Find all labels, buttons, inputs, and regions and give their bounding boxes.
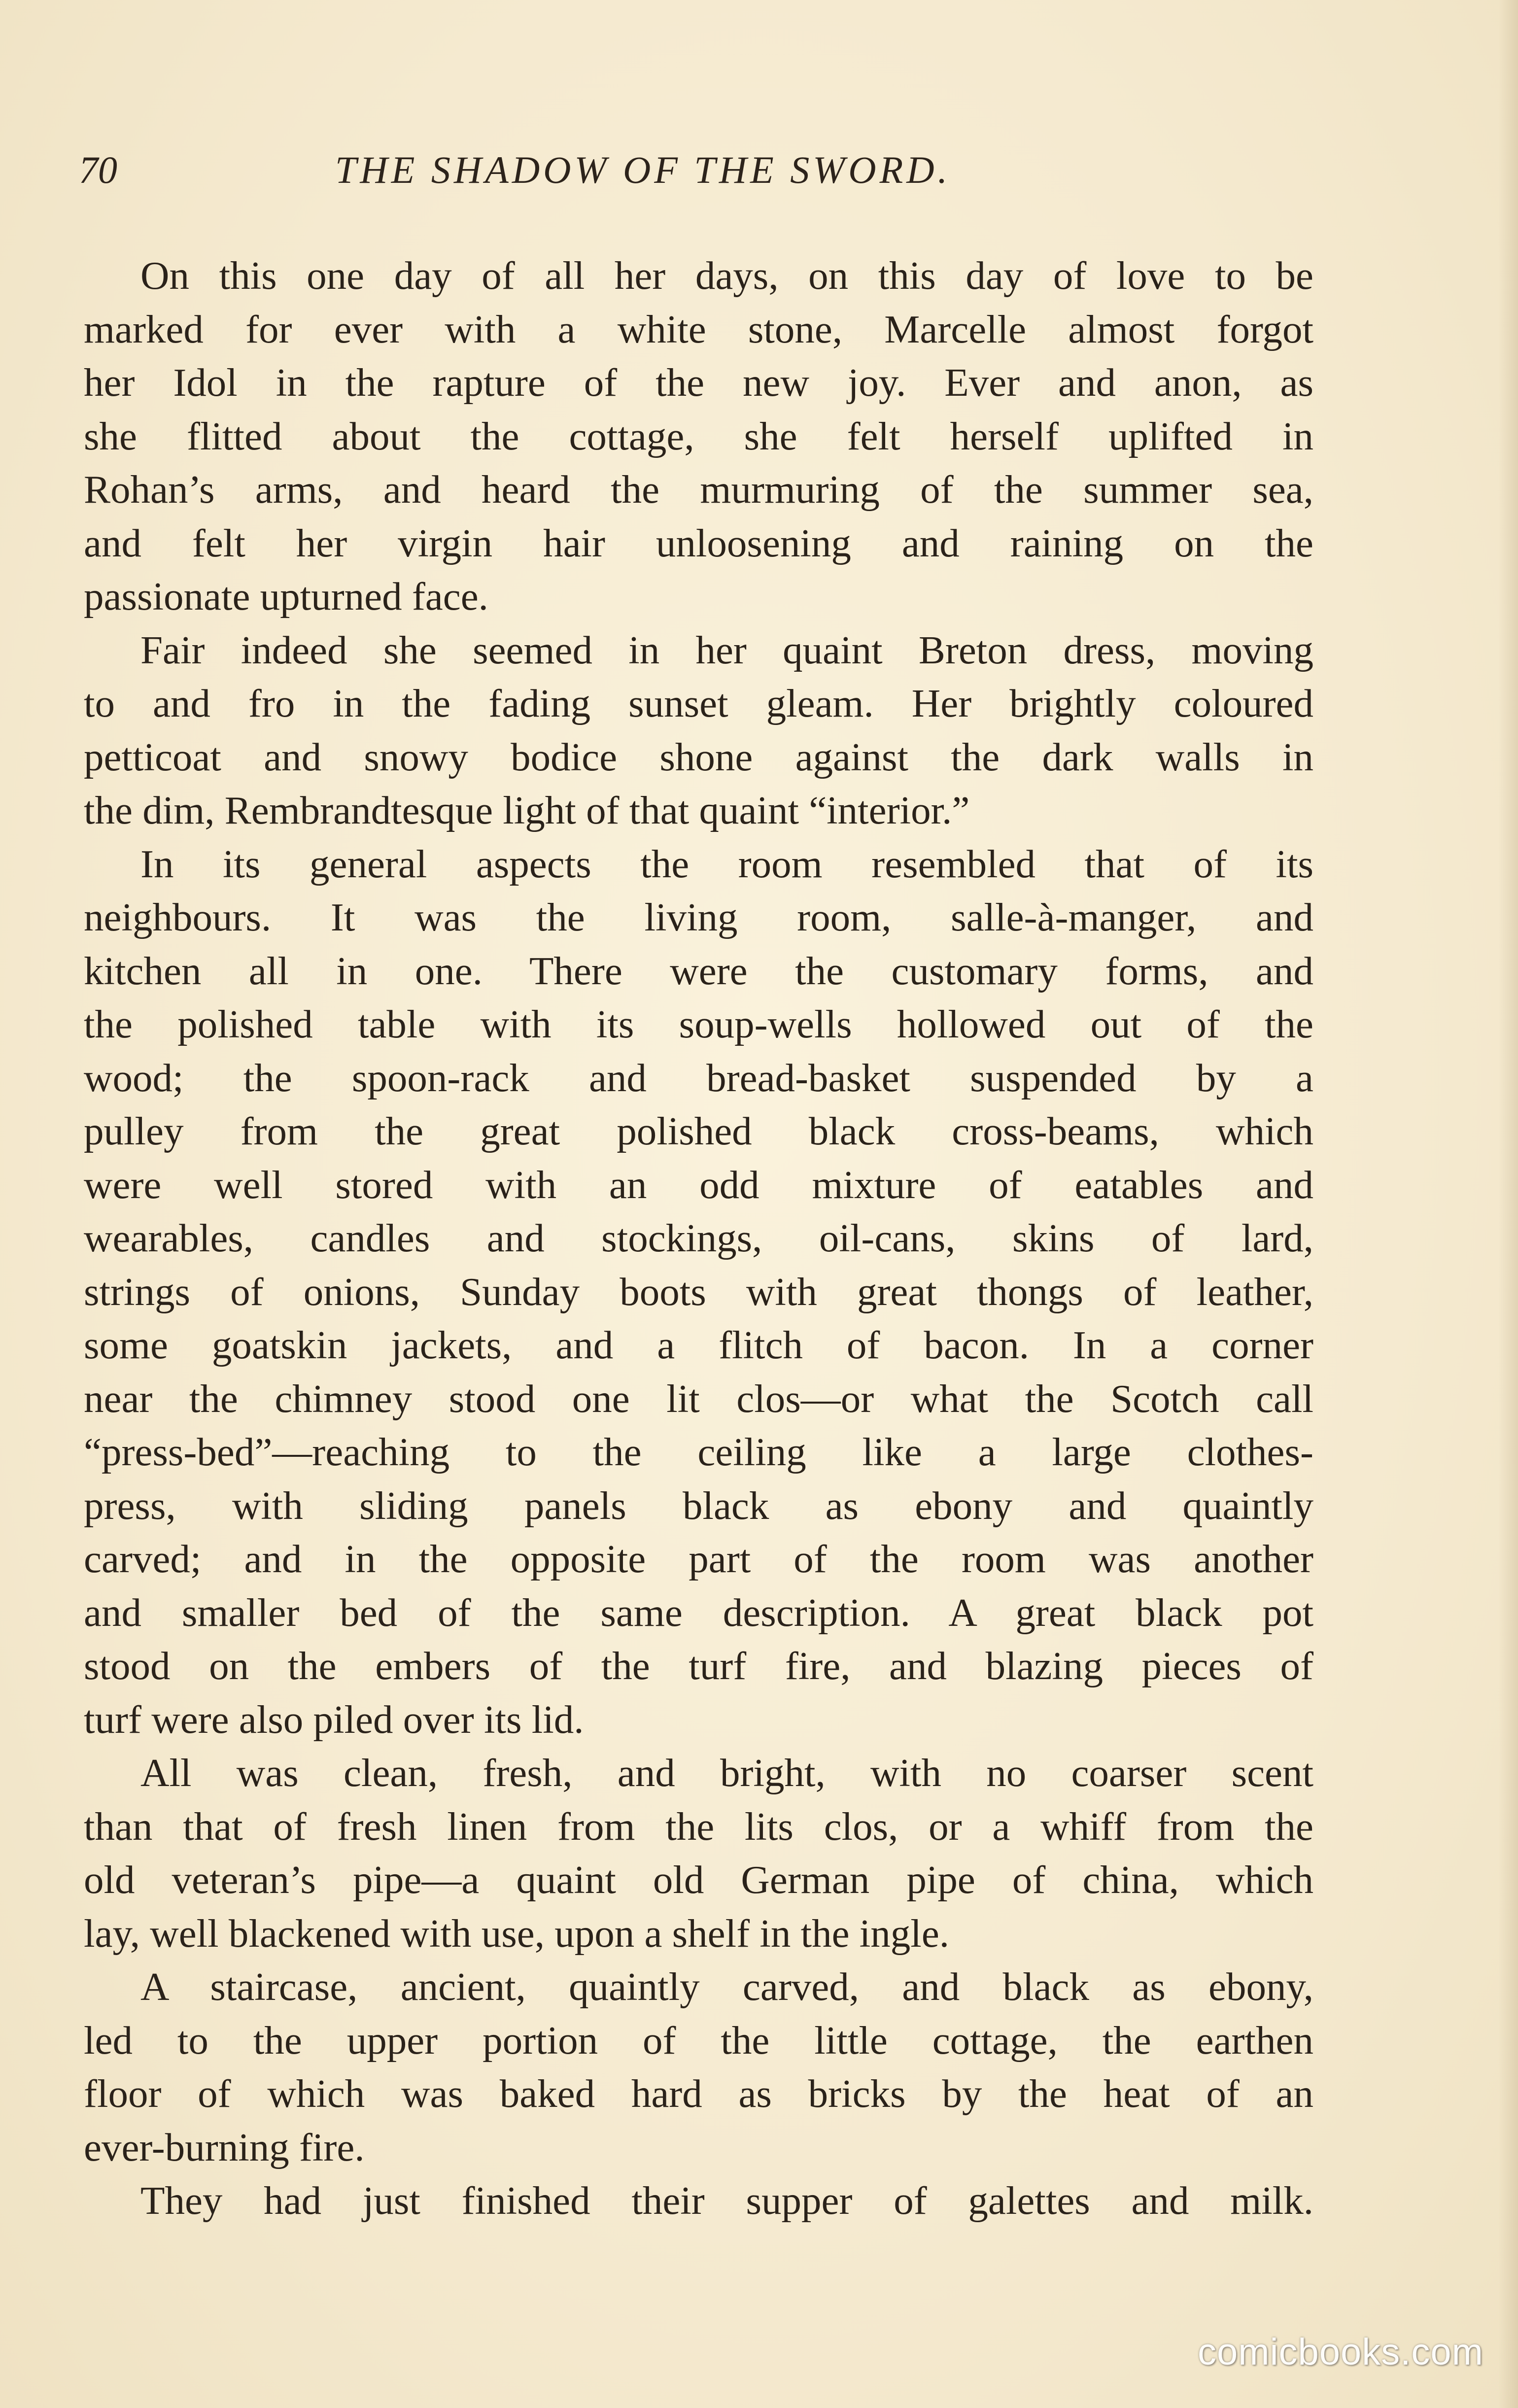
text-line: A staircase, ancient, quaintly carved, and black as ebony, xyxy=(140,1964,1313,2009)
text-line: press, with sliding panels black as ebony and quaintly xyxy=(84,1483,1313,1528)
text-line: the dim, Rembrandtesque light of that quaint “interior.” xyxy=(84,788,970,832)
text-line: neighbours. It was the living room, salle-à-manger, and xyxy=(84,895,1313,939)
page-number: 70 xyxy=(79,148,117,191)
text-line: stood on the embers of the turf fire, and blazing pieces of xyxy=(84,1644,1313,1688)
text-line: near the chimney stood one lit clos—or what the Scotch call xyxy=(84,1376,1313,1421)
text-line: the polished table with its soup-wells hollowed out of the xyxy=(84,1002,1313,1046)
text-line: carved; and in the opposite part of the room was another xyxy=(84,1537,1313,1581)
text-line: floor of which was baked hard as bricks by the heat of an xyxy=(84,2071,1313,2116)
text-line: All was clean, fresh, and bright, with no coarser scent xyxy=(140,1751,1313,1795)
text-line: lay, well blackened with use, upon a shelf in the ingle. xyxy=(84,1911,950,1956)
text-line: were well stored with an odd mixture of eatables and xyxy=(84,1162,1313,1207)
text-line: pulley from the great polished black cross-beams, which xyxy=(84,1109,1313,1153)
text-line: to and fro in the fading sunset gleam. Her brightly coloured xyxy=(84,681,1313,725)
text-line: than that of fresh linen from the lits clos, or a whiff from the xyxy=(84,1804,1313,1849)
running-title: THE SHADOW OF THE SWORD. xyxy=(335,148,951,191)
text-line: ever-burning fire. xyxy=(84,2125,365,2169)
text-line: she flitted about the cottage, she felt herself uplifted in xyxy=(84,413,1313,458)
text-line: They had just finished their supper of galettes and milk. xyxy=(140,2178,1313,2223)
page-header xyxy=(79,148,1311,197)
text-line: In its general aspects the room resembled that of its xyxy=(140,841,1313,886)
body-text xyxy=(84,249,1313,2228)
text-line: and felt her virgin hair unloosening and raining on the xyxy=(84,520,1313,565)
text-line: wood; the spoon-rack and bread-basket suspended by a xyxy=(84,1055,1313,1100)
watermark: comicbooks.com xyxy=(1198,2331,1484,2373)
text-line: wearables, candles and stockings, oil-cans, skins of lard, xyxy=(84,1216,1313,1260)
text-line: kitchen all in one. There were the customary forms, and xyxy=(84,948,1313,993)
text-line: Fair indeed she seemed in her quaint Breton dress, moving xyxy=(140,627,1313,672)
text-line: On this one day of all her days, on this day of love to be xyxy=(140,253,1313,298)
text-line: old veteran’s pipe—a quaint old German pipe of china, which xyxy=(84,1858,1313,1902)
text-line: passionate upturned face. xyxy=(84,574,488,619)
text-line: petticoat and snowy bodice shone against the dark walls in xyxy=(84,734,1313,779)
text-line: turf were also piled over its lid. xyxy=(84,1697,584,1742)
text-line: led to the upper portion of the little cottage, the earthen xyxy=(84,2018,1313,2063)
text-line: strings of onions, Sunday boots with great thongs of leather, xyxy=(84,1269,1313,1314)
text-line: “press-bed”—reaching to the ceiling like a large clothes- xyxy=(84,1430,1313,1474)
page-edge-shadow xyxy=(1498,0,1518,2408)
text-line: some goatskin jackets, and a flitch of bacon. In a corner xyxy=(84,1323,1313,1367)
text-line: and smaller bed of the same description. A great black pot xyxy=(84,1590,1313,1635)
text-line: marked for ever with a white stone, Marcelle almost forgot xyxy=(84,307,1313,351)
text-line: Rohan’s arms, and heard the murmuring of the summer sea, xyxy=(84,467,1313,512)
text-line: her Idol in the rapture of the new joy. Ever and anon, as xyxy=(84,360,1313,405)
